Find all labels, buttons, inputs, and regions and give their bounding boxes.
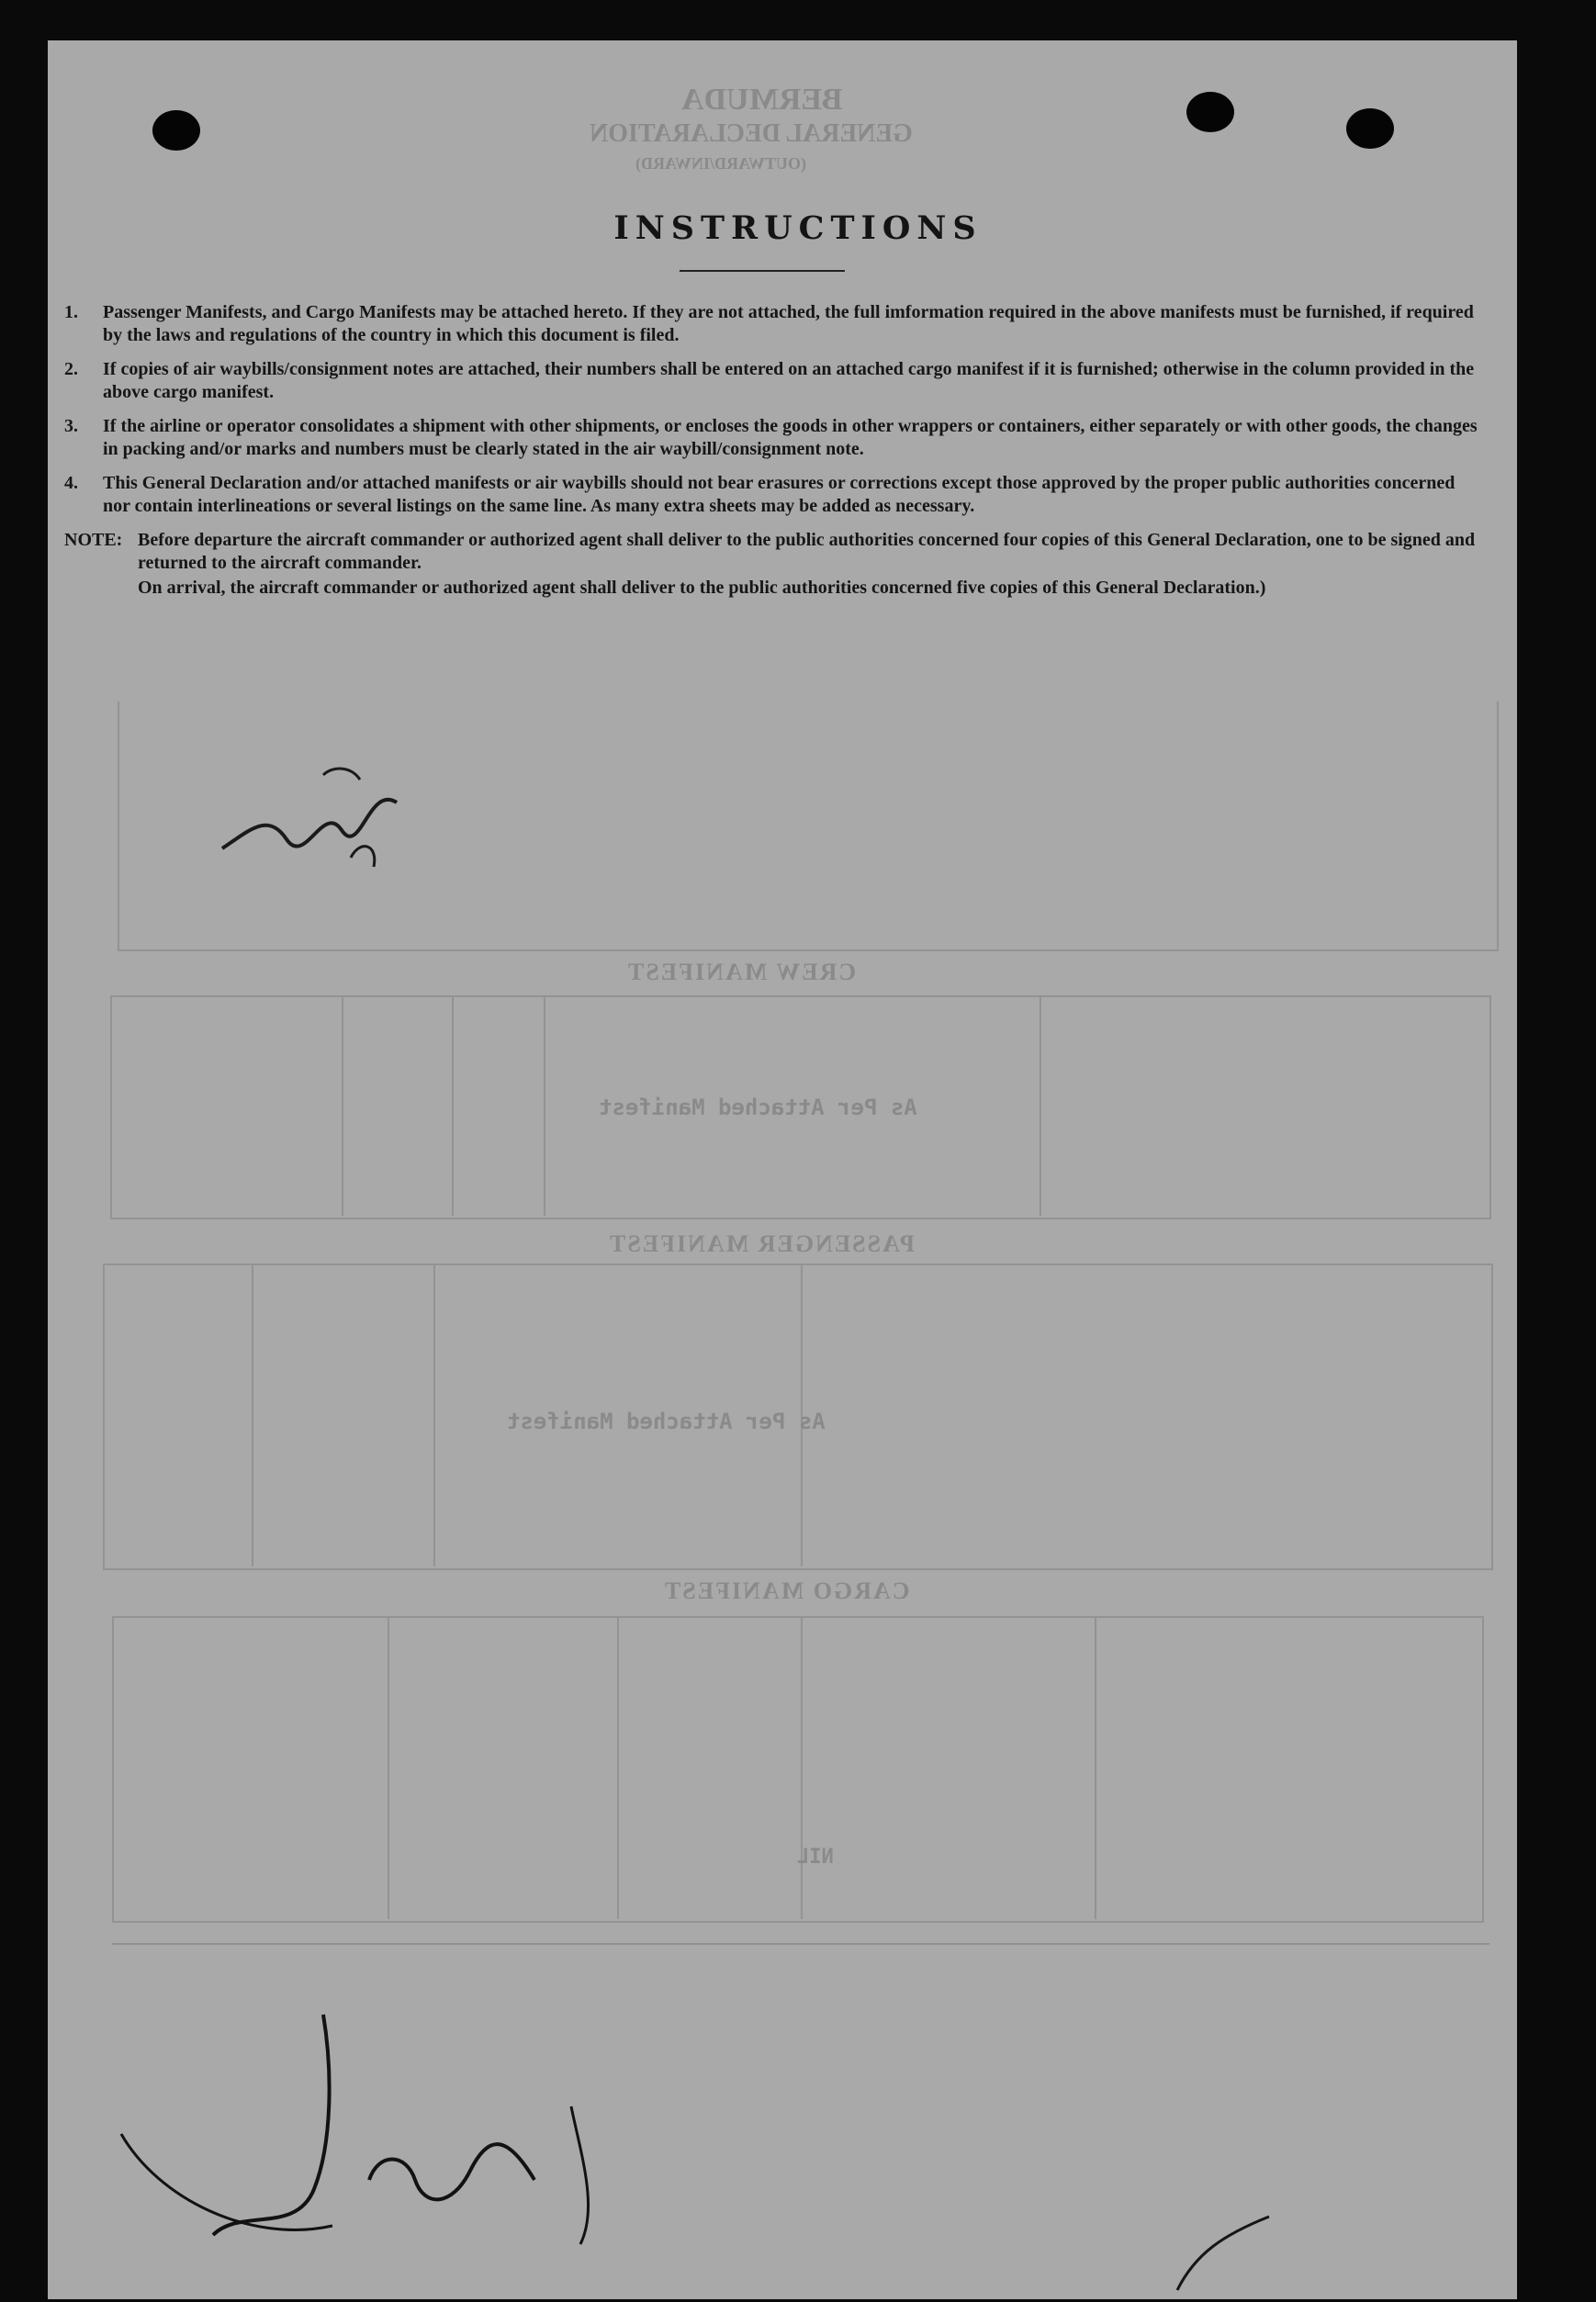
bleed-header-direction: (OUTWARD/INWARD) bbox=[635, 154, 807, 173]
punch-hole-left bbox=[152, 110, 200, 151]
note-paragraph: On arrival, the aircraft commander or authorized agent shall deliver to the public authorities concerned five copies of this General Declaration.) bbox=[138, 578, 1266, 598]
bleed-passenger-manifest: PASSENGER MANIFEST bbox=[608, 1230, 915, 1257]
bleed-crew-col-1 bbox=[342, 995, 343, 1216]
bleed-cargo-stamp: NIL bbox=[797, 1846, 834, 1869]
bleed-crew-col-4 bbox=[1040, 995, 1041, 1216]
bleed-cargo-col-2 bbox=[617, 1616, 619, 1919]
bleed-header-declaration: GENERAL DECLARATION bbox=[590, 119, 913, 148]
instructions-list bbox=[64, 301, 1478, 612]
page-title: INSTRUCTIONS bbox=[613, 209, 983, 247]
instruction-text: Passenger Manifests, and Cargo Manifests may be attached hereto. If they are not attached, the full imformation required in the above manifests must be furnished, if required by the laws and regulations of the country in which this document is filed. bbox=[103, 302, 1474, 345]
instruction-item bbox=[64, 358, 1478, 404]
instruction-number: 2. bbox=[64, 359, 78, 379]
commander-signature bbox=[103, 1996, 654, 2272]
instruction-number: 3. bbox=[64, 416, 78, 436]
bleed-cargo-col-3 bbox=[801, 1616, 803, 1919]
bleed-cargo-manifest: CARGO MANIFEST bbox=[663, 1578, 910, 1604]
corner-mark bbox=[1168, 2207, 1278, 2299]
bleed-crew-col-2 bbox=[452, 995, 454, 1216]
bleed-bottom-rule bbox=[112, 1943, 1489, 1945]
instruction-item bbox=[64, 415, 1478, 461]
bleed-cargo-col-1 bbox=[388, 1616, 389, 1919]
handwritten-initials bbox=[213, 747, 415, 885]
bleed-header-bermuda: BERMUDA bbox=[681, 83, 843, 117]
instruction-text: If the airline or operator consolidates a shipment with other shipments, or encloses the goods in other wrappers or containers, either separately or with other goods, the changes in packing and/or marks and numbers must be clearly stated in the air waybill/consignment note. bbox=[103, 416, 1478, 459]
note-body bbox=[138, 529, 1478, 601]
instruction-text: This General Declaration and/or attached manifests or air waybills should not bear erasures or corrections except those approved by the proper public authorities concerned nor contain interlineations or several listings on the same line. As many extra sheets may be added as necessary. bbox=[103, 473, 1456, 516]
bleed-cargo-table bbox=[112, 1616, 1484, 1923]
bleed-cargo-col-4 bbox=[1095, 1616, 1096, 1919]
instruction-number: 4. bbox=[64, 473, 78, 493]
instruction-text: If copies of air waybills/consignment notes are attached, their numbers shall be entered on an attached cargo manifest if it is furnished; otherwise in the column provided in the above cargo manifest. bbox=[103, 359, 1475, 402]
punch-hole-right bbox=[1186, 92, 1234, 132]
instruction-item bbox=[64, 301, 1478, 347]
bleed-pass-col-2 bbox=[433, 1263, 435, 1566]
bleed-crew-col-3 bbox=[544, 995, 545, 1216]
instruction-item bbox=[64, 472, 1478, 518]
bleed-crew-manifest: CREW MANIFEST bbox=[626, 959, 857, 985]
title-underline bbox=[680, 270, 845, 272]
note-block bbox=[64, 529, 1478, 601]
bleed-pass-col-1 bbox=[252, 1263, 253, 1566]
bleed-crew-stamp: As Per Attached Manifest bbox=[599, 1095, 917, 1120]
instruction-number: 1. bbox=[64, 302, 78, 322]
punch-hole-far-right bbox=[1346, 108, 1394, 149]
note-label: NOTE: bbox=[64, 530, 123, 550]
note-paragraph: Before departure the aircraft commander or authorized agent shall deliver to the public authorities concerned four copies of this General Declaration, one to be signed and returned to the aircraft commander. bbox=[138, 530, 1476, 573]
bleed-passenger-stamp: As Per Attached Manifest bbox=[507, 1409, 826, 1434]
